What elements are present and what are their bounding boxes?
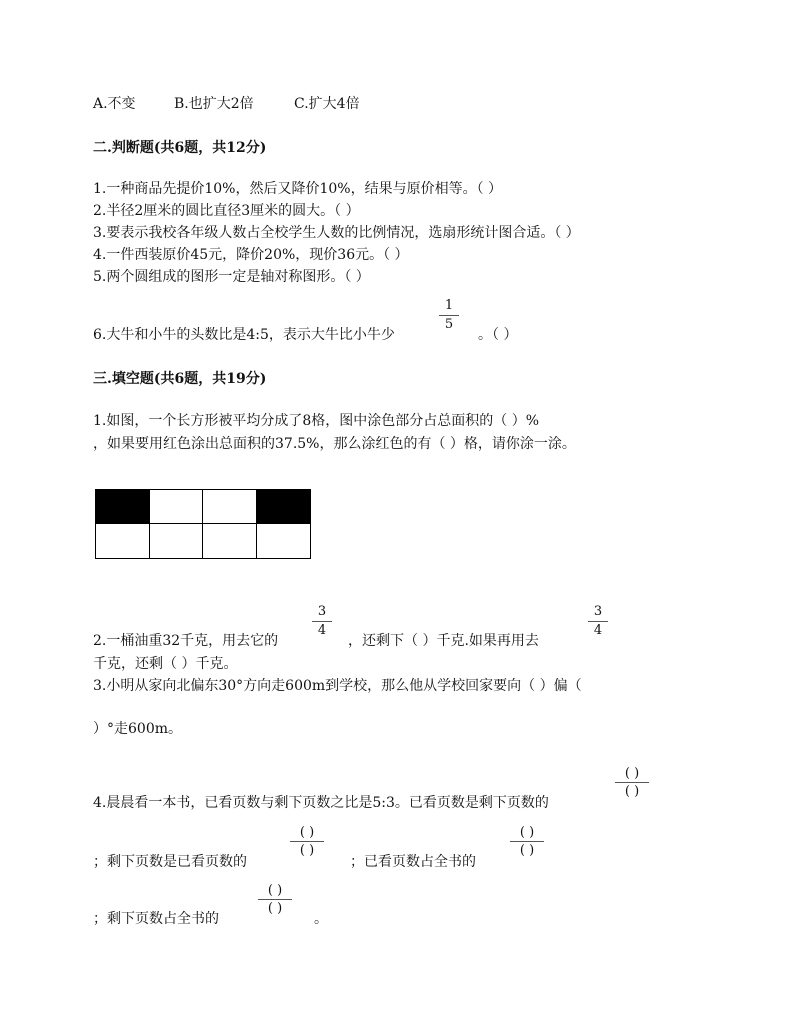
fill-question-3-line2: ）°走600m。 (93, 721, 182, 737)
blank-fraction (510, 825, 544, 858)
grid-cell-shaded (96, 490, 150, 524)
grid-cell (96, 524, 150, 558)
fraction-three-quarters (310, 604, 334, 639)
fraction-bar (290, 841, 324, 842)
blank-denominator: ( ) (519, 843, 535, 858)
question-4: 4.一件西装原价45元，降价20%，现价36元。（ ） (93, 247, 409, 263)
choice-c: C.扩大4倍 (294, 96, 360, 112)
question-3: 3.要表示我校各年级人数占全校学生人数的比例情况，选扇形统计图合适。（ ） (93, 225, 580, 241)
grid-cell (203, 524, 257, 558)
grid-cell (203, 490, 257, 524)
fraction-bar (312, 621, 332, 622)
question-5: 5.两个圆组成的图形一定是轴对称图形。（ ） (93, 269, 370, 285)
section-heading: 三.填空题(共6题，共19分) (93, 371, 267, 387)
blank-numerator: ( ) (267, 883, 283, 898)
fill-question-4-text-d: ；剩下页数占全书的 (93, 911, 219, 927)
grid-cell-shaded (257, 490, 311, 524)
fraction-denominator: 4 (317, 623, 327, 638)
fill-question-4-text-b: ；剩下页数是已看页数的 (93, 854, 247, 870)
question-1: 1.一种商品先提价10%，然后又降价10%，结果与原价相等。（ ） (93, 181, 503, 197)
fraction-bar (615, 782, 649, 783)
blank-fraction (290, 825, 324, 858)
blank-numerator: ( ) (624, 766, 640, 781)
blank-fraction (258, 883, 292, 916)
fraction-one-fifth (437, 298, 461, 333)
choice-b: B.也扩大2倍 (174, 96, 254, 112)
choice-a: A.不变 (93, 96, 136, 112)
fill-question-1-line2: ，如果要用红色涂出总面积的37.5%，那么涂红色的有（ ）格，请你涂一涂。 (93, 436, 576, 452)
fraction-numerator: 1 (444, 298, 454, 313)
question-2: 2.半径2厘米的圆比直径3厘米的圆大。（ ） (93, 203, 360, 219)
fraction-bar (258, 899, 292, 900)
grid-cell (150, 490, 204, 524)
rectangle-grid (95, 489, 311, 559)
grid-cell (257, 524, 311, 558)
fraction-three-quarters-2 (586, 604, 610, 639)
blank-numerator: ( ) (299, 825, 315, 840)
fill-question-4-text-a: 4.晨晨看一本书，已看页数与剩下页数之比是5:3。已看页数是剩下页数的 (93, 795, 549, 811)
blank-denominator: ( ) (299, 843, 315, 858)
blank-fraction (615, 766, 649, 799)
blank-denominator: ( ) (624, 784, 640, 799)
fraction-numerator: 3 (593, 604, 603, 619)
fill-question-2-line2: 千克，还剩（ ）千克。 (93, 656, 238, 672)
fill-question-4-text-c: ；已看页数占全书的 (350, 854, 476, 870)
fraction-bar (588, 621, 608, 622)
fraction-denominator: 5 (444, 317, 454, 332)
grid-cell (150, 524, 204, 558)
question-6-tail: 。（ ） (478, 327, 518, 343)
fraction-bar (439, 315, 459, 316)
blank-denominator: ( ) (267, 901, 283, 916)
fill-question-2-text-b: ，还剩下（ ）千克.如果再用去 (348, 633, 539, 649)
fraction-bar (510, 841, 544, 842)
fill-question-4-text-e: 。 (314, 911, 328, 927)
fill-question-2-text-a: 2.一桶油重32千克，用去它的 (93, 633, 279, 649)
question-6-text: 6.大牛和小牛的头数比是4:5，表示大牛比小牛少 (93, 327, 395, 343)
fraction-numerator: 3 (317, 604, 327, 619)
fill-question-3-line1: 3.小明从家向北偏东30°方向走600m到学校，那么他从学校回家要向（ ）偏（ (93, 678, 582, 694)
fill-question-1-line1: 1.如图，一个长方形被平均分成了8格，图中涂色部分占总面积的（ ）% (93, 413, 540, 429)
section-heading: 二.判断题(共6题，共12分) (93, 140, 267, 156)
blank-numerator: ( ) (519, 825, 535, 840)
fraction-denominator: 4 (593, 623, 603, 638)
